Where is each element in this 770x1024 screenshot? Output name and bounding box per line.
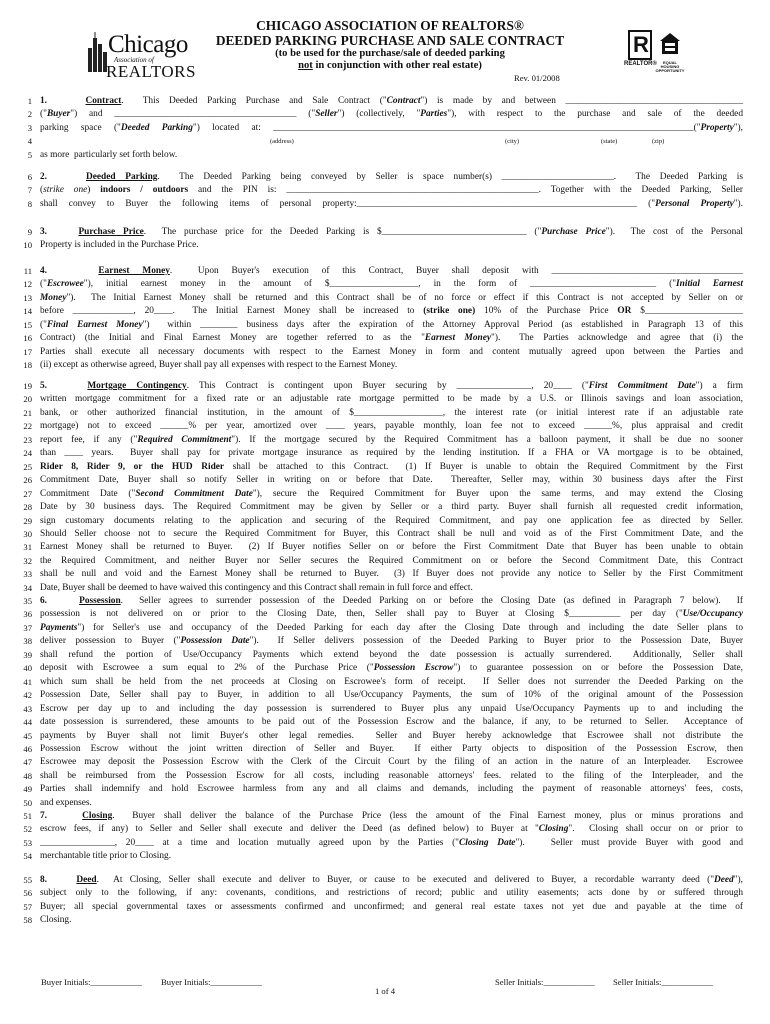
contract-line [0,622,770,635]
line-text: the Required Commitment, and neither Buyer nor Seller secures the Required Commitment on or before the Second Commitment Date, this Contract [40,555,743,566]
line-number: 15 [23,319,32,330]
line-number: 40 [23,663,32,674]
chicago-realtors-logo [86,28,196,81]
logo-word-chicago: Chicago [108,31,188,58]
line-text: shall be reimbursed from the Possession Escrow for all costs, including reasonable attorneys' fees. related to the filing of the Interpleader, and the [40,770,743,781]
line-text: Parties shall indemnify and hold Escrowee harmless from any and all claims and demands, including the payment of reasonable attorneys' fees, costs, [40,784,743,795]
line-number: 41 [23,676,32,687]
line-number: 38 [23,636,32,647]
line-text: Rider 8, Rider 9, or the HUD Rider shall be attached to this Contract. (1) If Buyer is unable to obtain the Required Commitment by the First [40,461,743,472]
line-number: 8 [27,198,32,209]
subtitle-rest: in conjunction with other real estate) [312,60,482,71]
line-text: payments by Buyer shall not limit Buyer's other legal remedies. Seller and Buyer hereby acknowledge that Escrowee shall not distribute the [40,730,743,741]
contract-line [0,359,770,372]
line-number: 7 [27,185,32,196]
contract-line [0,730,770,743]
realtor-r-mark: R [633,32,649,57]
line-text: and expenses. [40,797,92,808]
line-number: 32 [23,555,32,566]
contract-line [0,171,770,184]
contract-line [0,676,770,689]
line-text: Date, Buyer shall be deemed to have waived this contingency and this Contract shall remain in full force and effect. [40,582,473,593]
line-text: bank, or other authorized financial institution, in the amount of $___________________, the interest rate (or initial interest rate if an adjustable rate [40,407,743,418]
contract-line [0,184,770,197]
line-number: 35 [23,596,32,606]
line-number: 21 [23,407,32,418]
line-number: 53 [23,837,32,848]
line-number: 49 [23,784,32,795]
contract-line [0,515,770,528]
line-number: 1 [27,96,32,106]
equal-housing-label: EQUAL HOUSING OPPORTUNITY [655,60,685,73]
line-text: Closing. [40,915,72,926]
line-text: Property is included in the Purchase Price. [40,240,199,251]
line-text: Escrowee may deposit the Possession Escrow with the Clerk of the Circuit Court by the filing of an action in the nature of an Interpleader. Escrowee [40,757,743,768]
line-number: 16 [23,333,32,344]
line-text: (strike one) indoors / outdoors and the PIN is: ______________________________________________________. Together with the Deeded Parking, Seller [40,185,744,196]
contract-line [0,595,770,608]
line-number: 43 [23,703,32,714]
contract-line [0,582,770,595]
contract-line [0,914,770,927]
line-text: Buyer; all special governmental taxes or assessments confirmed and unconfirmed; and general real estate taxes not yet due and payable at the time of [40,901,743,912]
line-number: 52 [23,824,32,835]
line-text: 2. Deeded Parking. The Deeded Parking being conveyed by Seller is space number(s) ________________________. The Deeded Parking is [40,172,744,182]
contract-line [0,756,770,769]
contract-line [0,662,770,675]
line-number: 50 [23,797,32,808]
line-text: Date by 30 business days. The Required Commitment may be given by Seller or a third party. Buyer shall furnish all requested credit information, [40,502,743,513]
contract-line [0,568,770,581]
line-text: 8. Deed. At Closing, Seller shall execute and deliver to Buyer, or cause to be executed and delivered to Buyer, a recordable warranty deed ("Deed"), [40,875,743,885]
line-text: 3. Purchase Price. The purchase price for the Deeded Parking is $_______________________________ ("Purchase Price"). The cost of the Personal [40,227,743,237]
contract-line [0,837,770,850]
contract-title: DEEDED PARKING PURCHASE AND SALE CONTRACT [215,33,565,48]
line-number: 58 [23,915,32,926]
line-number: 2 [27,109,32,120]
line-number: 24 [23,448,32,459]
contract-line [0,108,770,121]
line-number: 6 [27,172,32,182]
line-text: 4. Earnest Money. Upon Buyer's execution of this Contract, Buyer shall deposit with _________________________________________ [40,266,743,276]
line-number: 22 [23,421,32,432]
contract-line [0,887,770,900]
contract-line [0,278,770,291]
line-text: 6. Possession. Seller agrees to surrender possession of the Deeded Parking on or before the Closing Date (as defined in Paragraph 7 below). If [40,596,743,606]
line-number: 34 [23,582,32,593]
line-text: escrow fees, if any) to Seller and Seller shall execute and deliver the Deed (as defined below) to Buyer at "Closing". Closing shall occur on or prior to [40,824,743,835]
line-text: 1. Contract. This Deeded Parking Purchase and Sale Contract ("Contract") is made by and between ______________________________________ [40,96,744,106]
line-text: date possession is surrendered, these amounts to be paid out of the Possession Escrow and the balance, if any, to be returned to Seller. Acceptance of [40,717,743,728]
line-text: Commitment Date ("Second Commitment Date"), secure the Required Commitment for Buyer upon the same terms, and may extend the Closing [40,488,743,499]
contract-line [0,461,770,474]
realtor-r-icon [628,30,652,60]
line-text: before _____________, 20____. The Initial Earnest Money shall be increased to (strike one) 10% of the Purchase Price OR $_____________________ [40,306,743,317]
line-number: 17 [23,346,32,357]
subtitle-line2 [190,60,590,72]
contract-line [0,703,770,716]
address-label-city: (city) [505,138,520,146]
line-number: 20 [23,394,32,405]
address-label-zip: (zip) [652,138,665,146]
contract-line [0,292,770,305]
contract-line [0,541,770,554]
contract-line [0,265,770,278]
line-text: ________________, 20____ at a time and location mutually agreed upon by the Parties ("Closing Date"). Seller must provide Buyer with good and [40,837,743,848]
line-number: 54 [23,851,32,862]
contract-line [0,716,770,729]
line-text: sign customary documents relating to the application and securing of the Required Commitment, and pay one application fee as directed by Seller. [40,515,743,526]
line-number: 51 [23,811,32,821]
buyer-initials-1[interactable]: Buyer Initials:____________ [41,977,142,987]
address-label-address: (address) [270,138,294,146]
logo-word-realtors: REALTORS [106,62,196,81]
line-number: 30 [23,528,32,539]
line-number: 4 [27,136,32,147]
contract-line [0,332,770,345]
contract-line [0,689,770,702]
line-text: mortgage) not to exceed ______% per year, amortized over ____ years, payable monthly, loan fee not to exceed ______%, plus appraisal and credit [40,421,743,432]
line-text: 7. Closing. Buyer shall deliver the balance of the Purchase Price (less the amount of the Final Earnest money, plus or minus prorations and [40,811,743,821]
contract-line [0,649,770,662]
line-text: deposit with Escrowee a sum equal to 2% of the Purchase Price ("Possession Escrow") to guarantee possession on or before the Possession Date, [40,663,744,674]
contract-line [0,823,770,836]
line-number: 36 [23,609,32,620]
line-number: 28 [23,502,32,513]
address-label-state: (state) [601,138,618,146]
line-text: Possession Escrow without the joint written direction of Seller and Buyer. If either Party objects to disposition of the Possession Escrow, then [40,743,743,754]
line-text: Earnest Money shall be returned to Buyer. (2) If Buyer notifies Seller on or before the First Commitment Date that Buyer has been unable to obtain [40,542,743,553]
line-text: 5. Mortgage Contingency. This Contract is contingent upon Buyer securing by ________________, 20____ ("First Commitment Date") a firm [40,381,743,391]
line-text: written mortgage commitment for a fixed rate or an adjustable rate mortgage permitted to be made by a U.S. or Illinois savings and loan association, [40,394,743,405]
contract-line [0,380,770,393]
contract-line [0,810,770,823]
contract-line [0,783,770,796]
subtitle-line1: (to be used for the purchase/sale of deeded parking [275,48,505,59]
contract-line [0,149,770,162]
line-text: ("Final Earnest Money") within ________ business days after the expiration of the Attorney Approval Period (as established in Paragraph 13 of this [40,319,743,330]
contract-line [0,239,770,252]
contract-line [0,319,770,332]
line-text: ("Escrowee"), initial earnest money in the amount of $___________________, in the form of ___________________________ ("Initial Earnest [40,279,743,290]
line-number: 45 [23,730,32,741]
line-number: 57 [23,901,32,912]
line-number: 11 [23,266,32,276]
contract-line [0,901,770,914]
line-number: 39 [23,649,32,660]
line-number: 33 [23,569,32,580]
line-text: (ii) except as otherwise agreed, Buyer shall pay all expenses with respect to the Earnest Money. [40,360,398,371]
line-text: Should Seller choose not to secure the Required Commitment for Buyer, this Contract shall be null and void as of the First Commitment Date, and the [40,528,743,539]
line-number: 55 [23,875,32,885]
line-text: possession is not delivered on or prior to the Closing Date, then, Seller shall pay to Buyer at Closing $___________ per day ("Use/Occupancy [40,609,743,620]
line-text: shall convey to Buyer the following items of personal property:____________________________________________________________ ("Personal Property"). [40,198,743,209]
contract-line [0,305,770,318]
contract-line [0,393,770,406]
contract-line [0,420,770,433]
subtitle-not: not [298,60,313,71]
line-number: 29 [23,515,32,526]
line-text: shall be null and void and the Earnest Money shall be returned to Buyer. (3) If Buyer does not provide any notice to Seller by the First Commitment [40,569,743,580]
line-number: 46 [23,743,32,754]
line-number: 27 [23,488,32,499]
line-number: 5 [27,149,32,160]
line-text: merchantable title prior to Closing. [40,851,172,862]
line-number: 12 [23,279,32,290]
org-title: CHICAGO ASSOCIATION OF REALTORS® [256,18,524,33]
line-number: 31 [23,542,32,553]
line-text: subject only to the following, if any: covenants, conditions, and restrictions of record; public and utility easements; acts done by or suffered through [40,888,743,899]
contract-line [0,528,770,541]
contract-line [0,488,770,501]
line-text: shall refund the portion of Use/Occupancy Payments which extend beyond the date possession is actually surrendered. Additionally, Seller shall [40,649,743,660]
contract-line [0,95,770,108]
line-text: which sum shall be held from the net proceeds at Closing on Escrowee's form of receipt. If Seller does not surrender the Deeded Parking on the [40,676,743,687]
line-number: 14 [23,306,32,317]
contract-line [0,122,770,135]
contract-line [0,407,770,420]
contract-line [0,434,770,447]
line-number: 3 [27,122,32,133]
page-number: 1 of 4 [374,986,396,996]
line-text: deliver possession to Buyer ("Possession Date"). If Seller delivers possession of the Deeded Parking to Buyer prior to the Possession Date, Buyer [40,636,743,647]
revision-date: Rev. 01/2008 [514,73,560,83]
contract-line [0,346,770,359]
line-number: 56 [23,888,32,899]
line-text: as more particularly set forth below. [40,149,178,160]
line-text: ("Buyer") and _______________________________________ ("Seller") (collectively, "Parties"), with respect to the purchase and sale of the deeded [40,109,743,120]
line-text: Money"). The Initial Earnest Money shall be returned and this Contract shall be of no force or effect if this Contract is not accepted by Seller on or [40,292,743,303]
line-number: 19 [23,381,32,391]
contract-line [0,135,770,148]
line-number: 48 [23,770,32,781]
contract-line [0,447,770,460]
line-number: 37 [23,622,32,633]
line-number: 10 [23,240,32,251]
seller-initials-2[interactable]: Seller Initials:____________ [613,977,714,987]
line-text: Commitment Date, Buyer shall so notify Seller in writing on or before that Date. Thereafter, Seller may, within 30 business days after the First [40,475,743,486]
line-number: 42 [23,690,32,701]
contract-line [0,198,770,211]
line-text: parking space ("Deeded Parking") located at: __________________________________________________________________________________________("Property"), [40,122,743,133]
line-number: 13 [23,292,32,303]
line-text: Parties shall execute all necessary documents with respect to the Earnest Money in form and content mutually agreed upon between the Parties and [40,346,743,357]
line-number: 26 [23,475,32,486]
line-number: 23 [23,434,32,445]
line-number: 47 [23,757,32,768]
equal-housing-icon [659,32,681,56]
line-number: 18 [23,360,32,371]
line-text: Payments") for Seller's use and occupancy of the Deeded Parking for each day after the Closing Date through and including the date Seller plans to [40,622,743,633]
line-text: Escrow per day up to and including the day possession is surrendered to Buyer plus any unpaid Use/Occupancy Payments up to and including the [40,703,743,714]
line-number: 44 [23,717,32,728]
contract-line [0,608,770,621]
contract-line [0,226,770,239]
line-text: Possession Date, Seller shall pay to Buyer, in addition to all Use/Occupancy Payments, the sum of 10% of the original amount of the Possession [40,690,743,701]
contract-line [0,874,770,887]
contract-line [0,797,770,810]
line-number: 25 [23,461,32,472]
contract-line [0,850,770,863]
line-text: report fee, if any ("Required Commitment"). If the mortgage secured by the Required Commitment has a balloon payment, it shall be due no sooner [40,434,743,445]
contract-line [0,474,770,487]
line-text: than ____ years. Buyer shall pay for private mortgage insurance as required by the lending institution. If a FHA or VA mortgage is to be obtained, [40,448,743,459]
realtor-label: REALTOR® [624,61,657,67]
contract-line [0,770,770,783]
contract-line [0,555,770,568]
line-text: Contract) (the Initial and Final Earnest Money are together referred to as the "Earnest Money"). The Parties acknowledge and agree that (i) the [40,333,743,344]
buyer-initials-2[interactable]: Buyer Initials:____________ [161,977,262,987]
contract-line [0,635,770,648]
seller-initials-1[interactable]: Seller Initials:____________ [495,977,596,987]
logo-word-association: Association of [114,56,154,64]
document-title-block [190,18,590,72]
line-number: 9 [27,227,32,237]
contract-line [0,743,770,756]
contract-line [0,501,770,514]
